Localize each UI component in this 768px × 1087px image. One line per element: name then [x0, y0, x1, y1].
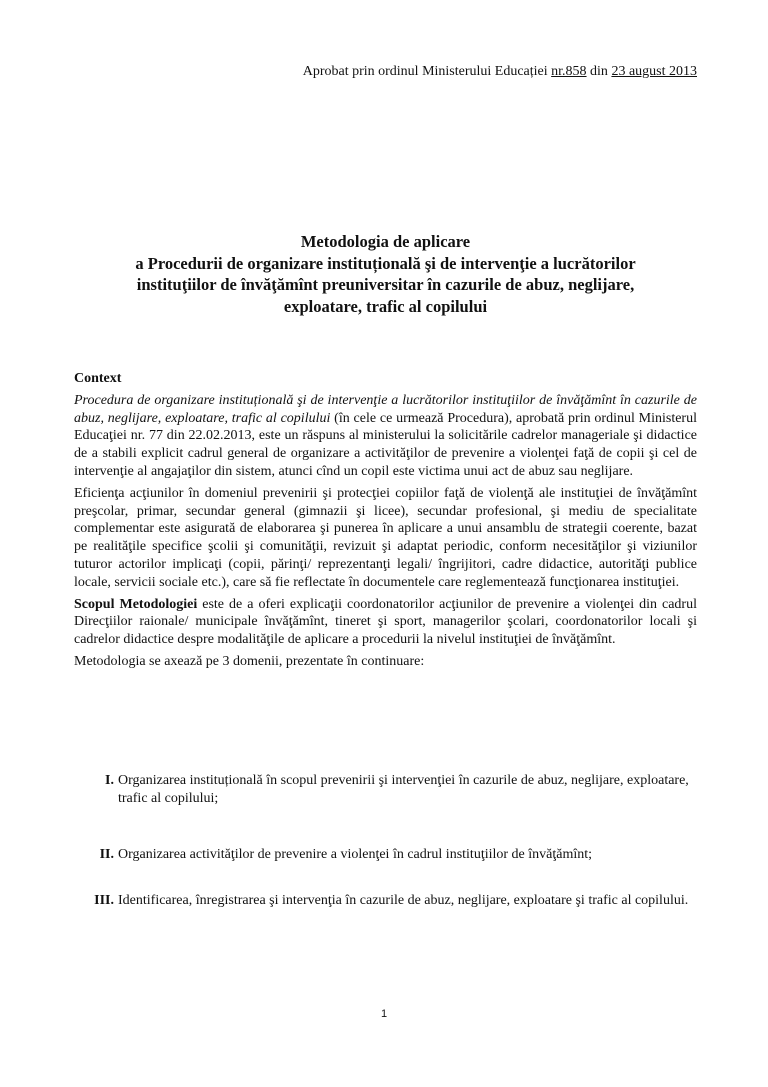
domain-text: Organizarea activităţilor de prevenire a violenţei în cadrul instituţiilor de învăţămînt;: [118, 847, 593, 862]
domain-item: [74, 846, 697, 864]
approval-prefix: Aprobat prin ordinul Ministerului Educației: [302, 64, 552, 79]
domain-item: [74, 892, 697, 910]
context-paragraph-4: Metodologia se axează pe 3 domenii, prezentate în continuare:: [74, 653, 425, 669]
approval-line: [74, 63, 697, 81]
scope-label: Scopul Metodologiei: [74, 596, 198, 612]
context-paragraph-1-rest: (în cele ce urmează Procedura), aprobată prin ordinul Ministerul Educaţiei nr. 77 din 22.02.2013, este un răspuns al ministerului la solicitările cadrelor manageriale şi didactice de a stabili explicit cadrul general de organizare a activităţilor de prevenire a violenţei faţă de copii şi cel de intervenţie al angajaţilor din sistem, atunci cînd un copil este victima unui act de abuz sau neglijare.: [74, 410, 697, 479]
domain-number: I.: [105, 773, 114, 788]
context-section: [74, 370, 697, 675]
domain-item: [74, 772, 697, 808]
context-paragraph-3-rest: este de a oferi explicaţii coordonatorilor acţiunilor de prevenire a violenţei din cadrul Direcţiilor raionale/ municipale învăţămînt, tineret şi sport, managerilor şcolari, coordonatorilor locali şi cadrelor didactice despre modalităţile de aplicare a procedurii la nivelul instituţiei de învăţămînt.: [74, 596, 697, 648]
document-title: [74, 231, 697, 317]
procedure-name: Procedura de organizare instituțională şi de intervenţie a lucrătorilor instituţiilor de învăţămînt în cazurile de abuz, neglijare, exploatare, trafic al copilului: [74, 392, 697, 426]
context-paragraph-1: [74, 392, 697, 481]
domain-text: Organizarea instituțională în scopul prevenirii şi intervenţiei în cazurile de abuz, neglijare, exploatare, trafic al copilului;: [118, 773, 689, 806]
title-line-4: exploatare, trafic al copilului: [283, 296, 488, 316]
domain-number: III.: [94, 893, 114, 908]
domain-number: II.: [99, 847, 114, 862]
approval-connector: din: [586, 64, 612, 79]
page-number: 1: [380, 1008, 388, 1020]
context-paragraph-3: [74, 596, 697, 649]
context-paragraph-2: Eficienţa acţiunilor în domeniul prevenirii şi protecţiei copiilor faţă de violenţă ale instituţiei de învăţămînt preşcolar, primar, secundar general (gimnazii şi licee), secundar profesional, şi mediu de specialitate complementar este asigurată de elaborarea şi punerea în aplicare a unui ansamblu de strategii coerente, bazat pe realităţile specifice şcolii şi comunităţii, revizuit şi adaptat periodic, conform necesităţilor şi viziunilor tuturor actorilor implicaţi (copii, părinţi/ reprezentanţi legali/ îngrijitori, cadre didactice, autorităţi publice locale, servicii sociale etc.), care să fie reflectate în documentele care reglementează funcţionarea instituţiei.: [74, 485, 697, 590]
title-line-1: Metodologia de aplicare: [300, 232, 471, 251]
domain-text: Identificarea, înregistrarea şi intervenţia în cazurile de abuz, neglijare, exploatare şi trafic al copilului.: [118, 893, 689, 908]
order-number: nr.858: [551, 64, 587, 79]
title-line-2: a Procedurii de organizare instituțională şi de intervenţie a lucrătorilor: [135, 253, 636, 273]
approval-date: 23 august 2013: [611, 64, 697, 79]
title-line-3: instituţiilor de învăţămînt preuniversitar în cazurile de abuz, neglijare,: [136, 275, 635, 294]
context-heading: Context: [74, 371, 122, 386]
